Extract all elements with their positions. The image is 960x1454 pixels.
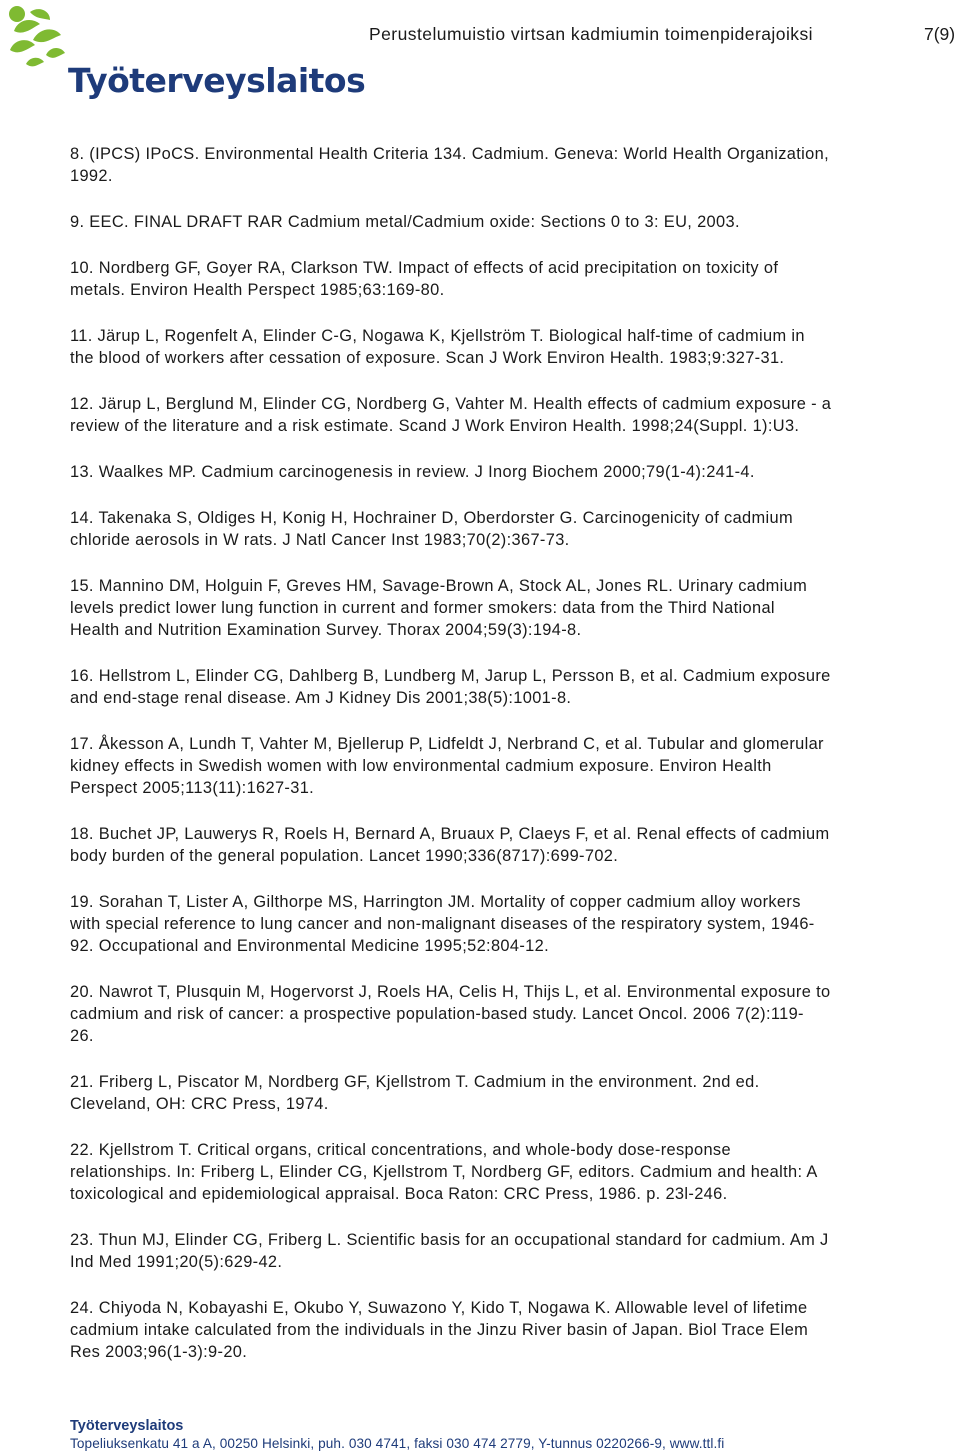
page-number: 7(9) xyxy=(924,24,956,44)
logo-icon xyxy=(6,4,68,70)
reference-item: 13. Waalkes MP. Cadmium carcinogenesis in review. J Inorg Biochem 2000;79(1-4):241-4. xyxy=(70,463,755,481)
reference-item: 15. Mannino DM, Holguin F, Greves HM, Savage-Brown A, Stock AL, Jones RL. Urinary cadmium levels predict lower lung function in current and former smokers: data from the Third National Health and Nutrition Examination Survey. Thorax 2004;59(3):194-8. xyxy=(70,577,808,639)
reference-list xyxy=(70,143,958,1387)
reference-item: 11. Järup L, Rogenfelt A, Elinder C-G, Nogawa K, Kjellström T. Biological half-time of cadmium in the blood of workers after cessation of exposure. Scan J Work Environ Health. 1983;9:327-31. xyxy=(70,327,805,367)
reference-item: 14. Takenaka S, Oldiges H, Konig H, Hochrainer D, Oberdorster G. Carcinogenicity of cadmium chloride aerosols in W rats. J Natl Cancer Inst 1983;70(2):367-73. xyxy=(70,509,793,549)
reference-item: 16. Hellstrom L, Elinder CG, Dahlberg B, Lundberg M, Jarup L, Persson B, et al. Cadmium exposure and end-stage renal disease. Am J Kidney Dis 2001;38(5):1001-8. xyxy=(70,667,831,707)
footer-address: Topeliuksenkatu 41 a A, 00250 Helsinki, puh. 030 4741, faksi 030 474 2779, Y-tunnus 0220266-9, www.ttl.fi xyxy=(70,1436,725,1451)
reference-item: 10. Nordberg GF, Goyer RA, Clarkson TW. Impact of effects of acid precipitation on toxicity of metals. Environ Health Perspect 1985;63:169-80. xyxy=(70,259,779,299)
document-title: Perustelumuistio virtsan kadmiumin toimenpiderajoiksi xyxy=(369,24,814,44)
reference-item: 20. Nawrot T, Plusquin M, Hogervorst J, Roels HA, Celis H, Thijs L, et al. Environmental exposure to cadmium and risk of cancer: a prospective population-based study. Lancet Oncol. 2006 7(2):119- 26. xyxy=(70,983,831,1045)
reference-item: 17. Åkesson A, Lundh T, Vahter M, Bjellerup P, Lidfeldt J, Nerbrand C, et al. Tubular and glomerular kidney effects in Swedish women with low environmental cadmium exposure. Environ Health Perspect 2005;113(11):1627-31. xyxy=(70,735,824,797)
reference-item: 24. Chiyoda N, Kobayashi E, Okubo Y, Suwazono Y, Kido T, Nogawa K. Allowable level of lifetime cadmium intake calculated from the individuals in the Jinzu River basin of Japan. Biol Trace Elem Res 2003;96(1-3):9-20. xyxy=(70,1299,809,1361)
organization-logo-text: Työterveyslaitos xyxy=(68,61,366,100)
reference-item: 21. Friberg L, Piscator M, Nordberg GF, Kjellstrom T. Cadmium in the environment. 2nd ed. Cleveland, OH: CRC Press, 1974. xyxy=(70,1073,760,1113)
footer-organization: Työterveyslaitos xyxy=(70,1418,184,1434)
reference-item: 18. Buchet JP, Lauwerys R, Roels H, Bernard A, Bruaux P, Claeys F, et al. Renal effects of cadmium body burden of the general population. Lancet 1990;336(8717):699-702. xyxy=(70,825,830,865)
reference-item: 8. (IPCS) IPoCS. Environmental Health Criteria 134. Cadmium. Geneva: World Health Organization, 1992. xyxy=(70,145,829,185)
page-footer xyxy=(70,1418,724,1453)
reference-item: 9. EEC. FINAL DRAFT RAR Cadmium metal/Cadmium oxide: Sections 0 to 3: EU, 2003. xyxy=(70,213,740,231)
reference-item: 12. Järup L, Berglund M, Elinder CG, Nordberg G, Vahter M. Health effects of cadmium exposure - a review of the literature and a risk estimate. Scand J Work Environ Health. 1998;24(Suppl. 1):U3. xyxy=(70,395,832,435)
reference-item: 19. Sorahan T, Lister A, Gilthorpe MS, Harrington JM. Mortality of copper cadmium alloy workers with special reference to lung cancer and non-malignant diseases of the respiratory system, 1946- 92. Occupational and Environmental Medicine 1995;52:804-12. xyxy=(70,893,815,955)
reference-item: 22. Kjellstrom T. Critical organs, critical concentrations, and whole-body dose-response relationships. In: Friberg L, Elinder CG, Kjellstrom T, Nordberg GF, editors. Cadmium and health: A toxicological and epidemiological appraisal. Boca Raton: CRC Press, 1986. p. 23l-246. xyxy=(70,1141,818,1203)
reference-item: 23. Thun MJ, Elinder CG, Friberg L. Scientific basis for an occupational standard for cadmium. Am J Ind Med 1991;20(5):629-42. xyxy=(70,1231,829,1271)
